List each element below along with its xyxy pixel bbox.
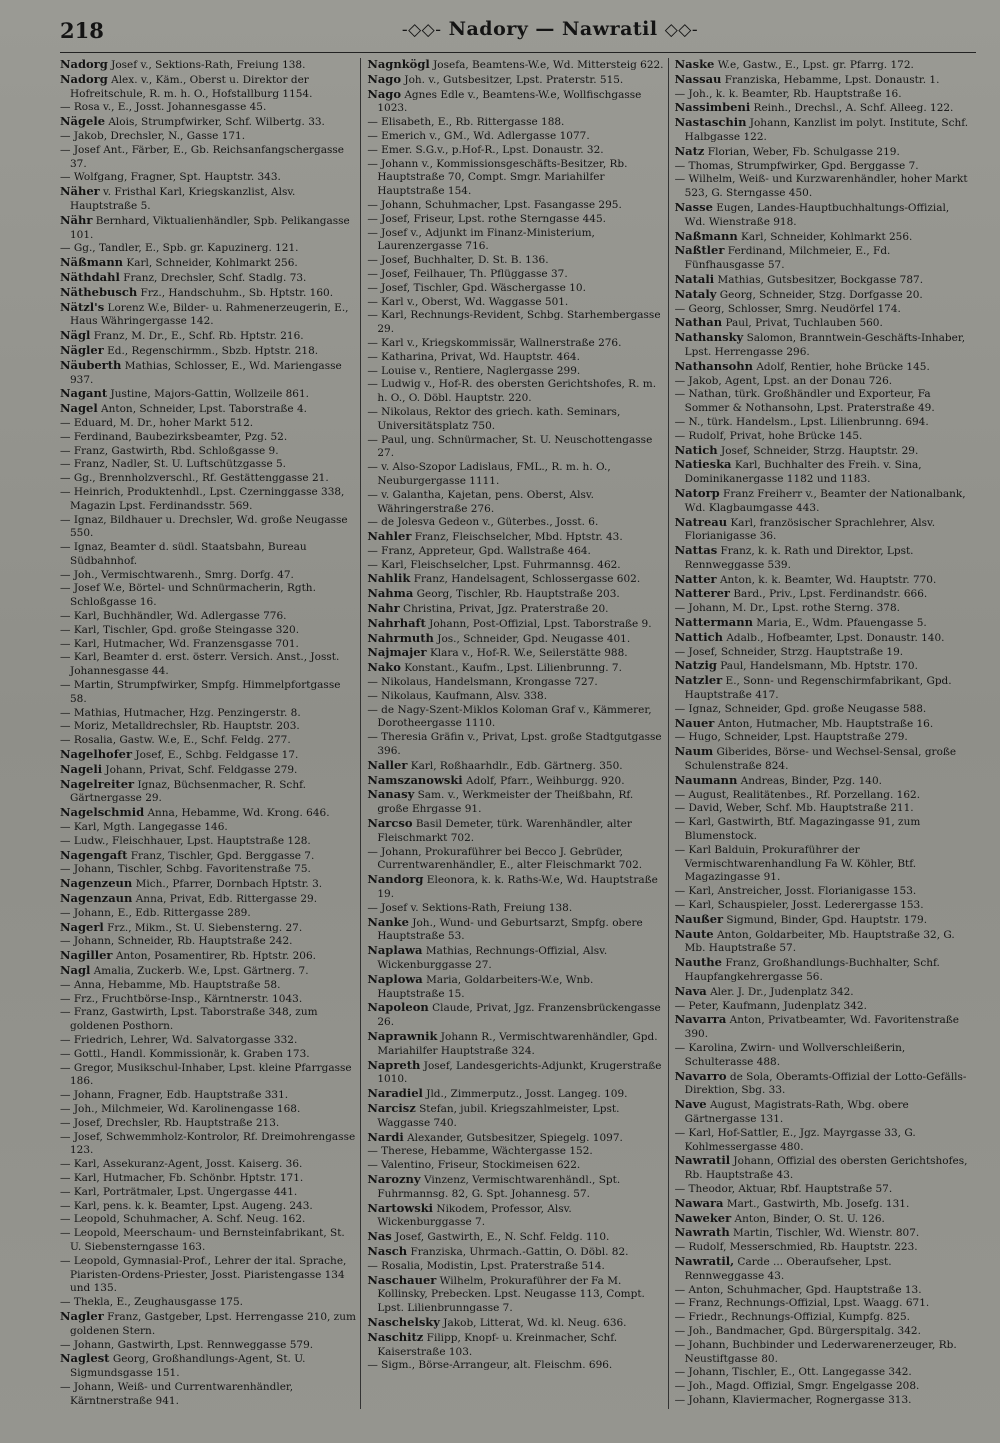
directory-entry: — Nikolaus, Handelsmann, Krongasse 727. xyxy=(367,676,598,689)
page-header xyxy=(60,18,976,58)
directory-entry: — Karl, Fleischselcher, Lpst. Fuhrmannsg. 462. xyxy=(367,558,621,571)
directory-entry: — Friedrich, Lehrer, Wd. Salvatorgasse 332. xyxy=(60,1033,298,1046)
directory-entry: — Thekla, E., Zeughausgasse 175. xyxy=(60,1296,244,1309)
directory-entry: Nadorg Alex. v., Käm., Oberst u. Direktor der Hofreitschule, R. m. h. O., Hofstallburg 1154. xyxy=(60,71,313,100)
directory-entry: Nagenzeun Mich., Pfarrer, Dornbach Hptstr. 3. xyxy=(60,876,323,891)
directory-entry: Näher v. Fristhal Karl, Kriegskanzlist, Alsv. Hauptstraße 5. xyxy=(60,184,296,212)
directory-entry: — Joh., k. k. Beamter, Rb. Hauptstraße 16. xyxy=(674,87,902,100)
directory-entry: — Joh., Bandmacher, Gpd. Bürgerspitalg. 342. xyxy=(674,1324,921,1337)
directory-entry: — Johann, Klaviermacher, Rognergasse 313. xyxy=(674,1393,912,1406)
directory-entry: Napoleon Claude, Privat, Jgz. Franzensbrückengasse 26. xyxy=(367,1000,661,1029)
directory-entry: — Wilhelm, Weiß- und Kurzwarenhändler, hoher Markt 523, G. Sterngasse 450. xyxy=(674,173,968,200)
directory-entry: — Franz, Gastwirth, Rbd. Schloßgasse 9. xyxy=(60,444,279,457)
directory-entry: — Rudolf, Messerschmied, Rb. Hauptstr. 223. xyxy=(674,1241,918,1254)
directory-entry: — Josef v., Adjunkt im Finanz-Ministerium, Laurenzergasse 716. xyxy=(367,226,595,253)
directory-entry: — Johann v., Kommissionsgeschäfts-Besitzer, Rb. Hauptstraße 70, Compt. Smgr. Mariahilfer Hauptstraße 154. xyxy=(367,157,628,198)
directory-entry: — Johann, Tischler, E., Ott. Langegasse 342. xyxy=(674,1366,912,1379)
directory-entry: Nattermann Maria, E., Wdm. Pfauengasse 5. xyxy=(674,615,927,630)
directory-entry: Nataly Georg, Schneider, Stzg. Dorfgasse 20. xyxy=(674,286,923,301)
directory-entry: — Heinrich, Produktenhdl., Lpst. Czerninggasse 338, Magazin Lpst. Ferdinandsstr. 569. xyxy=(60,485,345,512)
directory-entry: — Peter, Kaufmann, Judenplatz 342. xyxy=(674,999,867,1012)
directory-entry: — N., türk. Handelsm., Lpst. Lilienbrunng. 694. xyxy=(674,415,929,428)
ornament-right: ◇◇- xyxy=(664,20,699,40)
directory-entry: — Johann, E., Edb. Rittergasse 289. xyxy=(60,906,251,919)
directory-entry: — Rosalia, Gastw. W.e, E., Schf. Feldg. 277. xyxy=(60,734,291,747)
directory-entry: — Valentino, Friseur, Stockimeisen 622. xyxy=(367,1159,581,1172)
directory-entry: Nasch Franziska, Uhrmach.-Gattin, O. Döbl. 82. xyxy=(367,1243,629,1258)
directory-entry: Nägler Ed., Regenschirmm., Sbzb. Hptstr. 218. xyxy=(60,342,319,357)
directory-entry: Nahrmuth Jos., Schneider, Gpd. Neugasse 401. xyxy=(367,630,631,645)
directory-entry: Naschitz Filipp, Knopf- u. Kreinmacher, Schf. Kaiserstraße 103. xyxy=(367,1329,618,1358)
directory-entry: Nawratil, Carde ... Oberaufseher, Lpst. Rennweggasse 43. xyxy=(674,1253,892,1282)
directory-entry: Natter Anton, k. k. Beamter, Wd. Hauptstr. 770. xyxy=(674,571,937,586)
directory-entry: Näthebusch Frz., Handschuhm., Sb. Hptstr. 160. xyxy=(60,284,334,299)
directory-entry: — Leopold, Schuhmacher, A. Schf. Neug. 162. xyxy=(60,1213,306,1226)
directory-entry: — Karl v., Kriegskommissär, Wallnerstraße 276. xyxy=(367,336,622,349)
directory-entry: — Karl, Rechnungs-Revident, Schbg. Starhembergasse 29. xyxy=(367,309,661,336)
directory-entry: Nagant Justine, Majors-Gattin, Wollzeile 861. xyxy=(60,386,310,401)
directory-entry: Nahma Georg, Tischler, Rb. Hauptstraße 203. xyxy=(367,586,620,601)
directory-entry: Nawratil Johann, Offizial des obersten Gerichtshofes, Rb. Hauptstraße 43. xyxy=(674,1153,968,1182)
directory-entry: Naweker Anton, Binder, O. St. U. 126. xyxy=(674,1210,885,1225)
directory-entry: Naum Giberides, Börse- und Wechsel-Sensal, große Schulenstraße 824. xyxy=(674,744,957,773)
directory-entry: — Elisabeth, E., Rb. Rittergasse 188. xyxy=(367,116,565,129)
directory-entry: — Josef, Drechsler, Rb. Hauptstraße 213. xyxy=(60,1116,280,1129)
directory-entry: — Sigm., Börse-Arrangeur, alt. Fleischm. 696. xyxy=(367,1359,613,1372)
directory-entry: — Anton, Schuhmacher, Gpd. Hauptstraße 13. xyxy=(674,1283,922,1296)
ornament-left: -◇◇- xyxy=(401,20,442,40)
directory-entry: — Johann, Fragner, Edb. Hauptstraße 331. xyxy=(60,1089,289,1102)
directory-entry: — Ferdinand, Baubezirksbeamter, Pzg. 52. xyxy=(60,430,288,443)
directory-entry: — Karl, Schauspieler, Josst. Lederergasse 153. xyxy=(674,899,924,912)
directory-entry: Naller Karl, Roßhaarhdlr., Edb. Gärtnerg. 350. xyxy=(367,757,623,772)
directory-entry: — Johann, Gastwirth, Lpst. Rennweggasse 579. xyxy=(60,1338,314,1351)
directory-entry: Nanke Joh., Wund- und Geburtsarzt, Smpfg. obere Hauptstraße 53. xyxy=(367,914,643,943)
directory-entry: Nathansky Salomon, Branntwein-Geschäfts-Inhaber, Lpst. Herrengasse 296. xyxy=(674,330,966,358)
directory-entry: Natali Mathias, Gutsbesitzer, Bockgasse 787. xyxy=(674,271,924,286)
directory-entry: — Ignaz, Schneider, Gpd. große Neugasse 588. xyxy=(674,702,927,715)
directory-entry: Nava Aler. J. Dr., Judenplatz 342. xyxy=(674,983,854,998)
directory-entry: — Karl, Hutmacher, Wd. Franzensgasse 701. xyxy=(60,637,299,650)
directory-entry: Nägele Alois, Strumpfwirker, Schf. Wilbertg. 33. xyxy=(60,114,325,129)
directory-entry: Naglest Georg, Großhandlungs-Agent, St. U. Sigmundsgasse 151. xyxy=(60,1351,306,1380)
directory-entry: — Jakob, Drechsler, N., Gasse 171. xyxy=(60,129,246,142)
directory-entry: — Gg., Tandler, E., Spb. gr. Kapuzinerg. 121. xyxy=(60,242,299,255)
directory-entry: Naßtler Ferdinand, Milchmeier, E., Fd. Fünfhausgasse 57. xyxy=(674,243,891,272)
directory-entry: — Joh., Magd. Offizial, Smgr. Engelgasse 208. xyxy=(674,1380,920,1393)
directory-entry: Nattich Adalb., Hofbeamter, Lpst. Donaustr. 140. xyxy=(674,629,945,644)
directory-entry: — Rosa v., E., Josst. Johannesgasse 45. xyxy=(60,101,267,114)
directory-entry: — Theodor, Aktuar, Rbf. Hauptstraße 57. xyxy=(674,1182,893,1195)
directory-entry: Natterer Bard., Priv., Lpst. Ferdinandstr. 666. xyxy=(674,586,928,601)
directory-entry: — Josef Ant., Färber, E., Gb. Reichsanfangschergasse 37. xyxy=(60,143,344,170)
directory-entry: Nagel Anton, Schneider, Lpst. Taborstraße 4. xyxy=(60,401,307,416)
directory-entry: Nahler Franz, Fleischselcher, Mbd. Hptstr. 43. xyxy=(367,529,623,544)
directory-entry: Navarro de Sola, Oberamts-Offizial der Lotto-Gefälls-Direktion, Sbg. 33. xyxy=(674,1068,967,1097)
directory-entry: Nawara Mart., Gastwirth, Mb. Josefg. 131. xyxy=(674,1195,910,1210)
directory-entry: Nauthe Franz, Großhandlungs-Buchhalter, Schf. Haupfangkehrergasse 56. xyxy=(674,955,940,983)
directory-entry: — Karl, Tischler, Gpd. große Steingasse 320. xyxy=(60,623,300,636)
directory-entry: — Josef, Buchhalter, D. St. B. 136. xyxy=(367,254,549,267)
directory-entry: — Josef W.e, Börtel- und Schnürmacherin, Rgth. Schloßgasse 16. xyxy=(60,582,316,609)
directory-entry: Naprawnik Johann R., Vermischtwarenhändler, Gpd. Mariahilfer Hauptstraße 324. xyxy=(367,1028,658,1057)
directory-entry: Nagelreiter Ignaz, Büchsenmacher, R. Schf. Gärtnergasse 29. xyxy=(60,776,306,805)
directory-entry: — Johann, M. Dr., Lpst. rothe Sterng. 378. xyxy=(674,602,901,615)
directory-entry: Naschauer Wilhelm, Prokuraführer der Fa M. Kollinsky, Prebecken. Lpst. Neugasse 113, Compt. Lpst. Lilienbrunngasse 7. xyxy=(367,1272,645,1315)
directory-entry: — Hugo, Schneider, Lpst. Hauptstraße 279. xyxy=(674,731,908,744)
directory-entry: Nathansohn Adolf, Rentier, hohe Brücke 145. xyxy=(674,358,930,373)
directory-entry: Nagenzaun Anna, Privat, Edb. Rittergasse 29. xyxy=(60,891,318,906)
directory-entry: Nako Konstant., Kaufm., Lpst. Lilienbrunng. 7. xyxy=(367,660,622,675)
directory-entry: — Nathan, türk. Großhändler und Exporteur, Fa Sommer & Nothansohn, Lpst. Praterstraße 49. xyxy=(674,388,935,415)
directory-entry: — Leopold, Gymnasial-Prof., Lehrer der ital. Sprache, Piaristen-Ordens-Priester, Josst. Piaristengasse 134 und 135. xyxy=(60,1254,347,1295)
directory-entry: Natzler E., Sonn- und Regenschirmfabrikant, Gpd. Hauptstraße 417. xyxy=(674,673,952,702)
directory-entry: — Thomas, Strumpfwirker, Gpd. Berggasse 7. xyxy=(674,159,919,172)
directory-entry: Nanasy Sam. v., Werkmeister der Theißbahn, Rf. große Ehrgasse 91. xyxy=(367,787,634,816)
directory-entry: — Karl, Hutmacher, Fb. Schönbr. Hptstr. 171. xyxy=(60,1171,304,1184)
directory-entry: Nasse Eugen, Landes-Hauptbuchhaltungs-Offizial, Wd. Wienstraße 918. xyxy=(674,199,950,228)
directory-entry: — Ludw., Fleischhauer, Lpst. Hauptstraße 128. xyxy=(60,834,311,847)
directory-entry: — Joh., Milchmeier, Wd. Karolinengasse 168. xyxy=(60,1102,301,1115)
directory-entry: — Franz, Rechnungs-Offizial, Lpst. Waagg. 671. xyxy=(674,1297,930,1310)
directory-entry: — Gg., Brennholzverschl., Rf. Gestättenggasse 21. xyxy=(60,472,329,485)
directory-entry: Näthdahl Franz, Drechsler, Schf. Stadlg. 73. xyxy=(60,269,307,284)
directory-entry: Näßmann Karl, Schneider, Kohlmarkt 256. xyxy=(60,255,298,270)
directory-entry: Nahlik Franz, Handelsagent, Schlossergasse 602. xyxy=(367,571,641,586)
directory-entry: Naschelsky Jakob, Litterat, Wd. kl. Neug. 636. xyxy=(367,1314,627,1329)
directory-entry: Nagelschmid Anna, Hebamme, Wd. Krong. 646. xyxy=(60,805,330,820)
directory-entry: — Johann, Tischler, Schbg. Favoritenstraße 75. xyxy=(60,863,311,876)
directory-entry: Narcisz Stefan, jubil. Kriegszahlmeister, Lpst. Waggasse 740. xyxy=(367,1100,620,1129)
directory-entry: — Franz, Gastwirth, Lpst. Taborstraße 348, zum goldenen Posthorn. xyxy=(60,1006,318,1033)
directory-entry: Nago Joh. v., Gutsbesitzer, Lpst. Praterstr. 515. xyxy=(367,71,624,86)
directory-entry: Nauer Anton, Hutmacher, Mb. Hauptstraße 16. xyxy=(674,715,934,730)
columns xyxy=(60,58,976,1409)
directory-entry: Natorp Franz Freiherr v., Beamter der Nationalbank, Wd. Klagbaumgasse 443. xyxy=(674,485,966,514)
directory-entry: — Ignaz, Beamter d. südl. Staatsbahn, Bureau Südbahnhof. xyxy=(60,541,307,567)
directory-entry: Näuberth Mathias, Schlosser, E., Wd. Mariengasse 937. xyxy=(60,357,342,386)
directory-entry: — Josef, Friseur, Lpst. rothe Sterngasse 445. xyxy=(367,212,607,225)
directory-entry: — Leopold, Meerschaum- und Bernsteinfabrikant, St. U. Siebensterngasse 163. xyxy=(60,1227,345,1253)
directory-entry: — Eduard, M. Dr., hoher Markt 512. xyxy=(60,416,254,429)
directory-entry: Nageli Johann, Privat, Schf. Feldgasse 279. xyxy=(60,761,298,776)
directory-entry: Nardi Alexander, Gutsbesitzer, Spiegelg. 1097. xyxy=(367,1129,623,1144)
directory-entry: Nagler Franz, Gastgeber, Lpst. Herrengasse 210, zum goldenen Stern. xyxy=(60,1308,356,1337)
directory-entry: — Karl v., Oberst, Wd. Waggasse 501. xyxy=(367,295,569,308)
directory-entry: — Johann, Prokuraführer bei Becco J. Gebrüder, Currentwarenhändler, E., alter Fleischmarkt 702. xyxy=(367,845,643,872)
directory-entry: Nätzl's Lorenz W.e, Bilder- u. Rahmenerzeugerin, E., Haus Währingergasse 142. xyxy=(60,299,349,328)
running-head xyxy=(380,18,720,40)
directory-entry: — Ludwig v., Hof-R. des obersten Gerichtshofes, R. m. h. O., O. Döbl. Hauptstr. 220. xyxy=(367,378,657,405)
directory-entry: — Paul, ung. Schnürmacher, St. U. Neuschottengasse 27. xyxy=(367,433,653,460)
directory-entry: — Katharina, Privat, Wd. Hauptstr. 464. xyxy=(367,350,580,363)
directory-entry: — v. Also-Szopor Ladislaus, FML., R. m. h. O., Neuburgergasse 1111. xyxy=(367,461,611,487)
directory-entry: — Frz., Fruchtbörse-Insp., Kärntnerstr. 1043. xyxy=(60,992,303,1005)
directory-entry: — Karl, Buchhändler, Wd. Adlergasse 776. xyxy=(60,610,287,623)
directory-entry: Nagl Amalia, Zuckerb. W.e, Lpst. Gärtnerg. 7. xyxy=(60,963,309,977)
directory-entry: Nahr Christina, Privat, Jgz. Praterstraße 20. xyxy=(367,601,609,616)
directory-entry: Nartowski Nikodem, Professor, Alsv. Wickenburggasse 7. xyxy=(367,1200,572,1229)
directory-entry: Namszanowski Adolf, Pfarr., Weihburgg. 920. xyxy=(367,772,625,787)
directory-entry: — Johann, Schneider, Rb. Hauptstraße 242. xyxy=(60,935,293,948)
directory-entry: Natz Florian, Weber, Fb. Schulgasse 219. xyxy=(674,143,900,158)
directory-entry: — Emer. S.G.v., p.Hof-R., Lpst. Donaustr. 32. xyxy=(367,143,604,156)
directory-entry: — v. Galantha, Kajetan, pens. Oberst, Alsv. Währingerstraße 276. xyxy=(367,488,594,515)
directory-entry: — David, Weber, Schf. Mb. Hauptstraße 211. xyxy=(674,802,914,815)
directory-entry: — Johann, Buchbinder und Lederwarenerzeuger, Rb. Neustiftgasse 80. xyxy=(674,1338,957,1365)
page-number: 218 xyxy=(60,18,104,43)
directory-entry: Nassau Franziska, Hebamme, Lpst. Donaustr. 1. xyxy=(674,71,940,86)
column-1 xyxy=(60,58,361,1409)
directory-entry: Navarra Anton, Privatbeamter, Wd. Favoritenstraße 390. xyxy=(674,1012,959,1041)
directory-entry: — Karl, Porträtmaler, Lpst. Ungergasse 441. xyxy=(60,1185,298,1198)
directory-entry: Naßmann Karl, Schneider, Kohlmarkt 256. xyxy=(674,228,913,243)
directory-entry: — Martin, Strumpfwirker, Smpfg. Himmelpfortgasse 58. xyxy=(60,679,341,705)
page-title: Nadory — Nawratil xyxy=(448,18,658,40)
directory-entry: — Franz, Appreteur, Gpd. Wallstraße 464. xyxy=(367,544,591,557)
directory-entry: Nave August, Magistrats-Rath, Wbg. obere Gärtnergasse 131. xyxy=(674,1097,909,1125)
column-2 xyxy=(367,58,668,1409)
directory-entry: — Therese, Hebamme, Wächtergasse 152. xyxy=(367,1145,593,1158)
directory-entry: Nähr Bernhard, Viktualienhändler, Spb. Pelikangasse 101. xyxy=(60,212,350,241)
directory-entry: Naute Anton, Goldarbeiter, Mb. Hauptstraße 32, G. Mb. Hauptstraße 57. xyxy=(674,926,955,955)
directory-entry: — Karl, pens. k. k. Beamter, Lpst. Augeng. 243. xyxy=(60,1199,313,1212)
directory-entry: Nas Josef, Gastwirth, E., N. Schf. Feldg. 110. xyxy=(367,1229,610,1244)
directory-entry: — Gottl., Handl. Kommissionär, k. Graben 173. xyxy=(60,1047,310,1060)
directory-entry: — Karl Balduin, Prokuraführer der Vermischtwarenhandlung Fa W. Köhler, Btf. Magazingasse 91. xyxy=(674,843,917,884)
directory-entry: — Ignaz, Bildhauer u. Drechsler, Wd. große Neugasse 550. xyxy=(60,513,348,540)
directory-entry: Naske W.e, Gastw., E., Lpst. gr. Pfarrg. 172. xyxy=(674,57,914,71)
directory-entry: — Karl, Anstreicher, Josst. Florianigasse 153. xyxy=(674,885,917,898)
directory-entry: — Mathias, Hutmacher, Hzg. Penzingerstr. 8. xyxy=(60,706,301,719)
directory-entry: Nagelhofer Josef, E., Schbg. Feldgasse 17. xyxy=(60,747,299,762)
directory-entry: — Karolina, Zwirn- und Wollverschleißerin, Schulterasse 488. xyxy=(674,1041,906,1068)
directory-entry: — Theresia Gräfin v., Privat, Lpst. große Stadtgutgasse 396. xyxy=(367,731,662,758)
directory-entry: Nattas Franz, k. k. Rath und Direktor, Lpst. Rennweggasse 539. xyxy=(674,543,914,571)
directory-entry: Narcso Basil Demeter, türk. Warenhändler, alter Fleischmarkt 702. xyxy=(367,816,632,844)
directory-entry: Natzig Paul, Handelsmann, Mb. Hptstr. 170. xyxy=(674,658,918,673)
directory-entry: — Georg, Schlosser, Smrg. Neudörfel 174. xyxy=(674,302,901,315)
directory-entry: Naplowa Maria, Goldarbeiters-W.e, Wnb. Hauptstraße 15. xyxy=(367,971,594,1000)
directory-entry: Napreth Josef, Landesgerichts-Adjunkt, Krugerstraße 1010. xyxy=(367,1057,662,1086)
directory-entry: Natich Josef, Schneider, Strzg. Hauptstr. 29. xyxy=(674,442,919,457)
directory-entry: Nagiller Anton, Posamentirer, Rb. Hptstr. 206. xyxy=(60,948,316,963)
directory-entry: Nawrath Martin, Tischler, Wd. Wienstr. 807. xyxy=(674,1225,920,1240)
directory-entry: Nago Agnes Edle v., Beamtens-W.e, Wollfischgasse 1023. xyxy=(367,86,642,115)
directory-entry: Naußer Sigmund, Binder, Gpd. Hauptstr. 179. xyxy=(674,911,928,926)
directory-entry: — Karl, Beamter d. erst. österr. Versich. Anst., Josst. Johannesgasse 44. xyxy=(60,651,340,678)
directory-entry: Najmajer Klara v., Hof-R. W.e, Seilerstätte 988. xyxy=(367,645,628,660)
directory-entry: — Jakob, Agent, Lpst. an der Donau 726. xyxy=(674,374,893,387)
directory-entry: Narozny Vinzenz, Vermischtwarenhändl., Spt. Fuhrmannsg. 82, G. Spt. Johannesg. 57. xyxy=(367,1171,621,1200)
directory-entry: — Josef, Schwemmholz-Kontrolor, Rf. Dreimohrengasse 123. xyxy=(60,1130,356,1157)
directory-entry: Nägl Franz, M. Dr., E., Schf. Rb. Hptstr. 216. xyxy=(60,328,304,343)
directory-entry: Nathan Paul, Privat, Tuchlauben 560. xyxy=(674,315,883,330)
directory-entry: — Anna, Hebamme, Mb. Hauptstraße 58. xyxy=(60,978,281,991)
directory-entry: Nagengaft Franz, Tischler, Gpd. Berggasse 7. xyxy=(60,847,315,862)
directory-entry: Naplawa Mathias, Rechnungs-Offizial, Alsv. Wickenburggasse 27. xyxy=(367,943,608,971)
directory-entry: — Josef, Tischler, Gpd. Wäschergasse 10. xyxy=(367,281,586,294)
directory-entry: Nassimbeni Reinh., Drechsl., A. Schf. Alleeg. 122. xyxy=(674,100,954,115)
directory-entry: — de Jolesva Gedeon v., Güterbes., Josst. 6. xyxy=(367,516,599,529)
directory-entry: — Josef, Schneider, Strzg. Hauptstraße 19. xyxy=(674,645,904,658)
directory-entry: — Emerich v., GM., Wd. Adlergasse 1077. xyxy=(367,129,590,142)
directory-entry: Nahrhaft Johann, Post-Offizial, Lpst. Taborstraße 9. xyxy=(367,615,652,630)
directory-entry: — August, Realitätenbes., Rf. Porzellang. 162. xyxy=(674,788,921,801)
directory-entry: Nandorg Eleonora, k. k. Raths-W.e, Wd. Hauptstraße 19. xyxy=(367,872,658,901)
directory-entry: Naradiel Jld., Zimmerputz., Josst. Langeg. 109. xyxy=(367,1086,628,1101)
directory-entry: Naumann Andreas, Binder, Pzg. 140. xyxy=(674,772,882,787)
directory-entry: — Karl, Gastwirth, Btf. Magazingasse 91, zum Blumenstock. xyxy=(674,816,921,843)
header-rule xyxy=(60,52,976,53)
directory-entry: — Nikolaus, Rektor des griech. kath. Seminars, Universitätsplatz 750. xyxy=(367,405,621,432)
directory-entry: — Rosalia, Modistin, Lpst. Praterstraße 514. xyxy=(367,1259,605,1272)
directory-entry: Nagerl Frz., Mikm., St. U. Siebensterng. 27. xyxy=(60,919,303,934)
directory-entry: — Karl, Mgth. Langegasse 146. xyxy=(60,821,228,834)
directory-entry: — Joh., Vermischtwarenh., Smrg. Dorfg. 47. xyxy=(60,568,294,581)
column-3 xyxy=(675,58,976,1409)
directory-entry: — Friedr., Rechnungs-Offizial, Kumpfg. 825. xyxy=(674,1311,911,1324)
directory-entry: — Johann, Schuhmacher, Lpst. Fasangasse 295. xyxy=(367,198,622,211)
directory-entry: Natieska Karl, Buchhalter des Freih. v. Sina, Dominikanergasse 1182 und 1183. xyxy=(674,457,922,486)
directory-entry: — Johann, Weiß- und Currentwarenhändler, Kärntnerstraße 941. xyxy=(60,1380,294,1407)
directory-entry: Natreau Karl, französischer Sprachlehrer, Alsv. Florianigasse 36. xyxy=(674,514,936,543)
directory-entry: — Josef, Feilhauer, Th. Pflüggasse 37. xyxy=(367,267,568,280)
directory-entry: — Rudolf, Privat, hohe Brücke 145. xyxy=(674,429,863,442)
directory-entry: — Louise v., Rentiere, Naglergasse 299. xyxy=(367,364,581,377)
directory-entry: — Moriz, Metalldrechsler, Rb. Hauptstr. 203. xyxy=(60,720,300,733)
directory-entry: — Karl, Assekuranz-Agent, Josst. Kaiserg. 36. xyxy=(60,1158,303,1171)
directory-entry: Nastaschin Johann, Kanzlist im polyt. Institute, Schf. Halbgasse 122. xyxy=(674,115,969,143)
directory-entry: — Nikolaus, Kaufmann, Alsv. 338. xyxy=(367,689,548,702)
directory-entry: — Gregor, Musikschul-Inhaber, Lpst. kleine Pfarrgasse 186. xyxy=(60,1061,352,1088)
directory-entry: Nadorg Josef v., Sektions-Rath, Freiung 138. xyxy=(60,57,306,71)
directory-entry: — de Nagy-Szent-Miklos Koloman Graf v., Kämmerer, Dorotheergasse 1110. xyxy=(367,703,652,730)
directory-entry: — Franz, Nadler, St. U. Luftschützgasse 5. xyxy=(60,458,287,471)
directory-entry: — Wolfgang, Fragner, Spt. Hauptstr. 343. xyxy=(60,171,281,184)
directory-entry: — Karl, Hof-Sattler, E., Jgz. Mayrgasse 33, G. Kohlmessergasse 480. xyxy=(674,1126,916,1153)
directory-entry: Nagnkögl Josefa, Beamtens-W.e, Wd. Mittersteig 622. xyxy=(367,57,664,71)
directory-entry: — Josef v. Sektions-Rath, Freiung 138. xyxy=(367,901,573,914)
